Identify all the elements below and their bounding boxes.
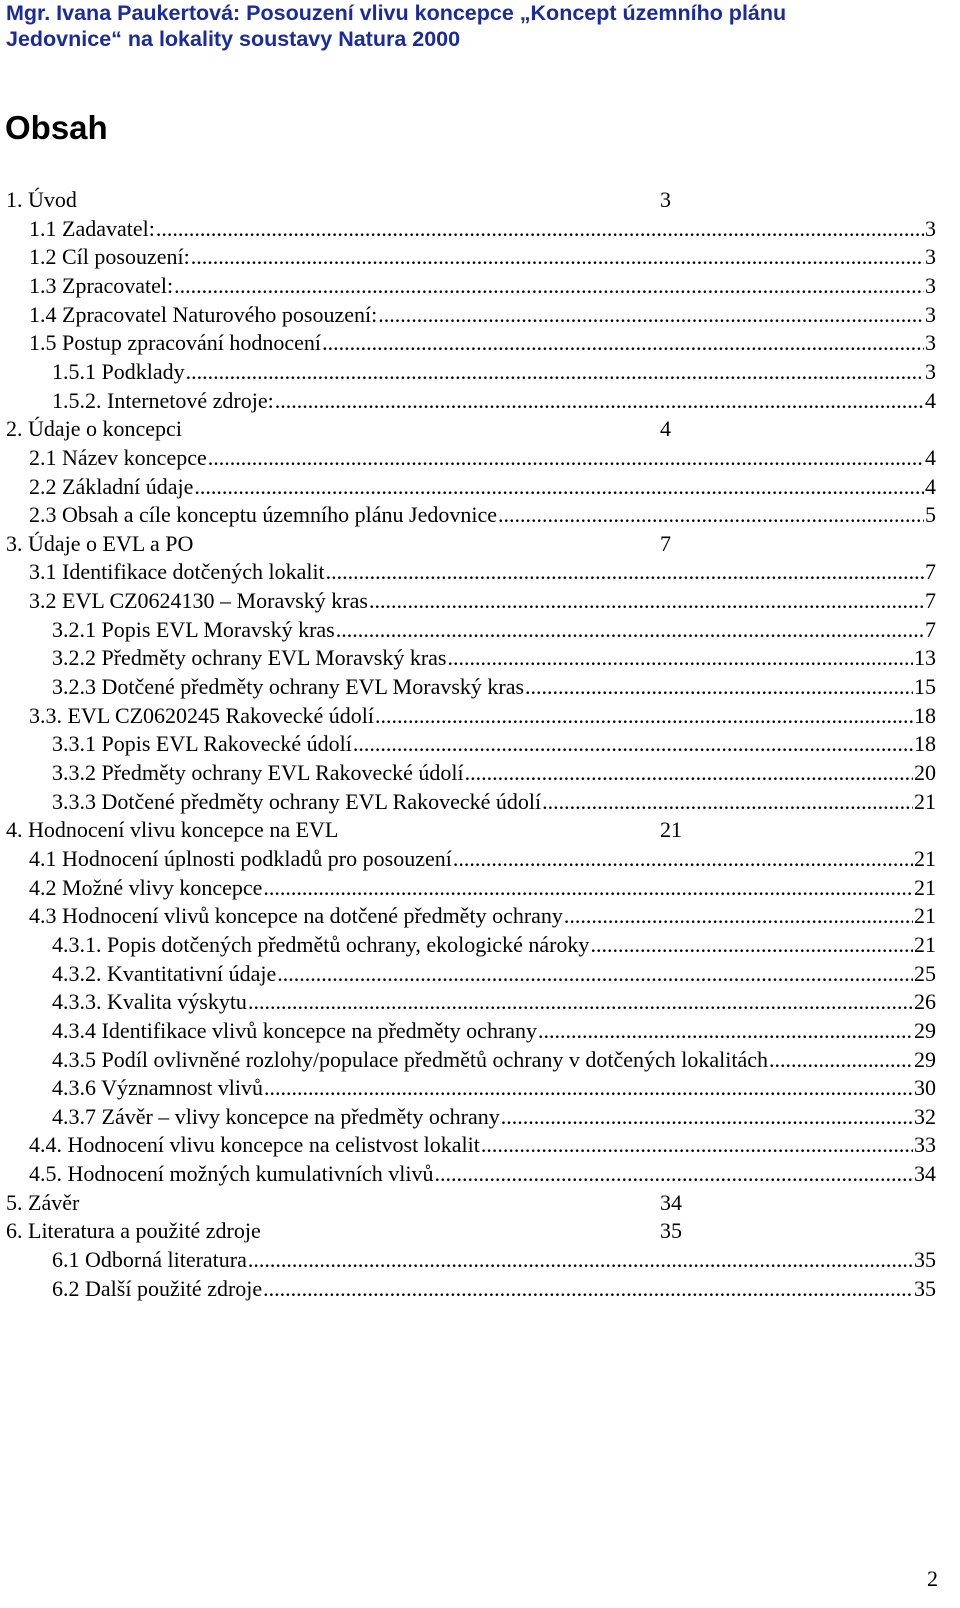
- toc-entry-page: 34: [914, 1161, 936, 1186]
- dot-leader: [435, 1162, 914, 1186]
- toc-entry[interactable]: [52, 675, 936, 699]
- toc-entry[interactable]: [29, 1162, 936, 1186]
- toc-entry[interactable]: [29, 1133, 936, 1157]
- toc-entry[interactable]: [52, 732, 936, 756]
- toc-entry[interactable]: [29, 704, 936, 728]
- dot-leader: [378, 303, 924, 327]
- toc-entry[interactable]: [52, 1048, 936, 1072]
- dot-leader: [156, 217, 924, 241]
- page-title: Obsah: [5, 109, 108, 146]
- toc-entry[interactable]: [52, 1019, 936, 1043]
- toc-entry-label: 4.3 Hodnocení vlivů koncepce na dotčené předměty ochrany: [29, 903, 563, 928]
- dot-leader: [481, 1133, 913, 1157]
- toc-entry[interactable]: [29, 904, 936, 928]
- toc-entry[interactable]: [29, 245, 936, 269]
- toc-entry[interactable]: [6, 188, 936, 212]
- toc-entry-page: 3: [925, 302, 936, 327]
- toc-entry-page: 21: [914, 789, 936, 814]
- toc-entry[interactable]: [29, 475, 936, 499]
- toc-entry-label: 4.3.5 Podíl ovlivněné rozlohy/populace předmětů ochrany v dotčených lokalitách: [52, 1047, 769, 1072]
- toc-entry[interactable]: [52, 1277, 936, 1301]
- toc-entry[interactable]: [6, 1219, 936, 1243]
- toc-entry-page: 20: [914, 760, 936, 785]
- dot-leader: [194, 475, 924, 499]
- toc-chapter-page: 3: [660, 187, 671, 212]
- toc-entry[interactable]: [52, 618, 936, 642]
- dot-leader: [542, 790, 913, 814]
- toc-chapter-label: 6. Literatura a použité zdroje: [6, 1218, 261, 1243]
- dot-leader: [465, 761, 913, 785]
- toc-entry-label: 4.1 Hodnocení úplnosti podkladů pro posouzení: [29, 846, 452, 871]
- toc-entry-page: 7: [925, 617, 936, 642]
- toc-entry-page: 26: [914, 989, 936, 1014]
- toc-entry-page: 35: [914, 1276, 936, 1301]
- dot-leader: [208, 446, 924, 470]
- toc-chapter-label: 5. Závěr: [6, 1190, 80, 1215]
- toc-entry-page: 21: [914, 903, 936, 928]
- toc-chapter-page: 7: [660, 531, 671, 556]
- header-line-1: Mgr. Ivana Paukertová: Posouzení vlivu koncepce „Koncept územního plánu: [6, 1, 787, 25]
- toc-entry[interactable]: [52, 1105, 936, 1129]
- toc-entry[interactable]: [29, 560, 936, 584]
- dot-leader: [174, 274, 924, 298]
- toc-entry-page: 13: [914, 645, 936, 670]
- toc-entry[interactable]: [29, 589, 936, 613]
- toc-entry-page: 29: [914, 1018, 936, 1043]
- dot-leader: [186, 360, 924, 384]
- toc-entry[interactable]: [6, 417, 936, 441]
- toc-entry-label: 2.3 Obsah a cíle konceptu územního plánu Jedovnice: [29, 502, 497, 527]
- toc-entry-label: 1.5.1 Podklady: [52, 359, 185, 384]
- dot-leader: [501, 1105, 913, 1129]
- toc-entry-label: 3.3.2 Předměty ochrany EVL Rakovecké údolí: [52, 760, 464, 785]
- toc-entry[interactable]: [6, 1191, 936, 1215]
- toc-entry-label: 4.3.1. Popis dotčených předmětů ochrany, ekologické nároky: [52, 932, 590, 957]
- toc-entry-label: 4.2 Možné vlivy koncepce: [29, 875, 263, 900]
- toc-entry-page: 30: [914, 1075, 936, 1100]
- toc-entry[interactable]: [52, 1076, 936, 1100]
- toc-entry-label: 3.2.2 Předměty ochrany EVL Moravský kras: [52, 645, 447, 670]
- toc-chapter-page: 35: [660, 1218, 682, 1243]
- toc-entry-page: 4: [925, 388, 936, 413]
- toc-entry-page: 7: [925, 559, 936, 584]
- toc-entry-page: 29: [914, 1047, 936, 1072]
- toc-entry-page: 3: [925, 359, 936, 384]
- toc-entry-label: 6.2 Další použité zdroje: [52, 1276, 263, 1301]
- toc-entry[interactable]: [29, 876, 936, 900]
- dot-leader: [248, 1248, 913, 1272]
- toc-entry-label: 4.3.3. Kvalita výskytu: [52, 989, 247, 1014]
- toc-entry-page: 21: [914, 846, 936, 871]
- toc-entry[interactable]: [29, 274, 936, 298]
- toc-entry[interactable]: [52, 790, 936, 814]
- toc-entry[interactable]: [52, 933, 936, 957]
- toc-entry-label: 1.4 Zpracovatel Naturového posouzení:: [29, 302, 378, 327]
- toc-entry-page: 3: [925, 244, 936, 269]
- toc-entry-page: 18: [914, 731, 936, 756]
- dot-leader: [353, 732, 913, 756]
- toc-entry-label: 6.1 Odborná literatura: [52, 1247, 247, 1272]
- toc-entry[interactable]: [52, 360, 936, 384]
- toc-entry-label: 3.1 Identifikace dotčených lokalit: [29, 559, 325, 584]
- toc-entry-label: 4.4. Hodnocení vlivu koncepce na celistvost lokalit: [29, 1132, 480, 1157]
- toc-entry[interactable]: [52, 962, 936, 986]
- toc-entry[interactable]: [29, 847, 936, 871]
- toc-entry-page: 4: [925, 445, 936, 470]
- toc-entry-page: 35: [914, 1247, 936, 1272]
- toc-entry-label: 3.2.1 Popis EVL Moravský kras: [52, 617, 335, 642]
- toc-chapter-label: 3. Údaje o EVL a PO: [6, 531, 194, 556]
- toc-entry-page: 21: [914, 875, 936, 900]
- toc-entry-page: 33: [914, 1132, 936, 1157]
- toc-entry-label: 1.2 Cíl posouzení:: [29, 244, 190, 269]
- dot-leader: [769, 1048, 913, 1072]
- header-line-2: Jedovnice“ na lokality soustavy Natura 2000: [6, 27, 461, 51]
- dot-leader: [191, 245, 924, 269]
- toc-entry-page: 32: [914, 1104, 936, 1129]
- toc-entry[interactable]: [52, 1248, 936, 1272]
- dot-leader: [263, 1277, 913, 1301]
- toc-entry-label: 2.1 Název koncepce: [29, 445, 207, 470]
- toc-entry[interactable]: [6, 818, 936, 842]
- toc-entry-label: 4.3.6 Významnost vlivů: [52, 1075, 264, 1100]
- toc-entry[interactable]: [52, 990, 936, 1014]
- toc-entry[interactable]: [29, 303, 936, 327]
- toc-entry[interactable]: [52, 389, 936, 413]
- toc-entry-label: 4.3.2. Kvantitativní údaje: [52, 961, 277, 986]
- toc-entry-page: 21: [914, 932, 936, 957]
- toc-chapter-page: 4: [660, 416, 671, 441]
- toc-entry-page: 4: [925, 474, 936, 499]
- toc-entry[interactable]: [29, 503, 936, 527]
- toc-entry[interactable]: [29, 331, 936, 355]
- dot-leader: [369, 589, 924, 613]
- toc-entry-page: 3: [925, 330, 936, 355]
- dot-leader: [375, 704, 913, 728]
- toc-entry-label: 1.5.2. Internetové zdroje:: [52, 388, 274, 413]
- toc-entry-label: 3.2 EVL CZ0624130 – Moravský kras: [29, 588, 368, 613]
- dot-leader: [322, 331, 924, 355]
- toc-entry-page: 5: [925, 502, 936, 527]
- toc-entry[interactable]: [52, 761, 936, 785]
- toc-chapter-page: 34: [660, 1190, 682, 1215]
- dot-leader: [498, 503, 924, 527]
- toc-entry-label: 1.1 Zadavatel:: [29, 216, 155, 241]
- toc-entry[interactable]: [29, 446, 936, 470]
- dot-leader: [263, 876, 913, 900]
- dot-leader: [453, 847, 913, 871]
- toc-chapter-label: 2. Údaje o koncepci: [6, 416, 182, 441]
- dot-leader: [264, 1076, 913, 1100]
- toc-entry-label: 1.5 Postup zpracování hodnocení: [29, 330, 322, 355]
- toc-entry[interactable]: [6, 532, 936, 556]
- dot-leader: [448, 646, 914, 670]
- toc-entry[interactable]: [52, 646, 936, 670]
- dot-leader: [275, 389, 924, 413]
- toc-entry-label: 3.3. EVL CZ0620245 Rakovecké údolí: [29, 703, 375, 728]
- dot-leader: [277, 962, 913, 986]
- dot-leader: [248, 990, 913, 1014]
- document-header: [6, 0, 946, 52]
- toc-entry-label: 3.3.1 Popis EVL Rakovecké údolí: [52, 731, 352, 756]
- toc-entry-page: 15: [914, 674, 936, 699]
- toc-entry-page: 25: [914, 961, 936, 986]
- toc-chapter-label: 4. Hodnocení vlivu koncepce na EVL: [6, 817, 339, 842]
- toc-entry-label: 4.3.4 Identifikace vlivů koncepce na předměty ochrany: [52, 1018, 538, 1043]
- toc-chapter-page: 21: [660, 817, 682, 842]
- page-number: 2: [927, 1566, 938, 1591]
- toc-entry-label: 1.3 Zpracovatel:: [29, 273, 174, 298]
- toc-entry-label: 3.2.3 Dotčené předměty ochrany EVL Moravský kras: [52, 674, 525, 699]
- toc-entry-label: 4.5. Hodnocení možných kumulativních vlivů: [29, 1161, 434, 1186]
- dot-leader: [336, 618, 924, 642]
- toc-entry-page: 3: [925, 216, 936, 241]
- toc-entry-page: 3: [925, 273, 936, 298]
- toc-entry[interactable]: [29, 217, 936, 241]
- dot-leader: [538, 1019, 913, 1043]
- toc-entry-page: 18: [914, 703, 936, 728]
- dot-leader: [590, 933, 913, 957]
- dot-leader: [564, 904, 913, 928]
- toc-entry-label: 4.3.7 Závěr – vlivy koncepce na předměty ochrany: [52, 1104, 500, 1129]
- toc-entry-label: 2.2 Základní údaje: [29, 474, 194, 499]
- toc-entry-label: 3.3.3 Dotčené předměty ochrany EVL Rakovecké údolí: [52, 789, 542, 814]
- toc-entry-page: 7: [925, 588, 936, 613]
- dot-leader: [326, 560, 924, 584]
- toc-chapter-label: 1. Úvod: [6, 187, 77, 212]
- dot-leader: [525, 675, 913, 699]
